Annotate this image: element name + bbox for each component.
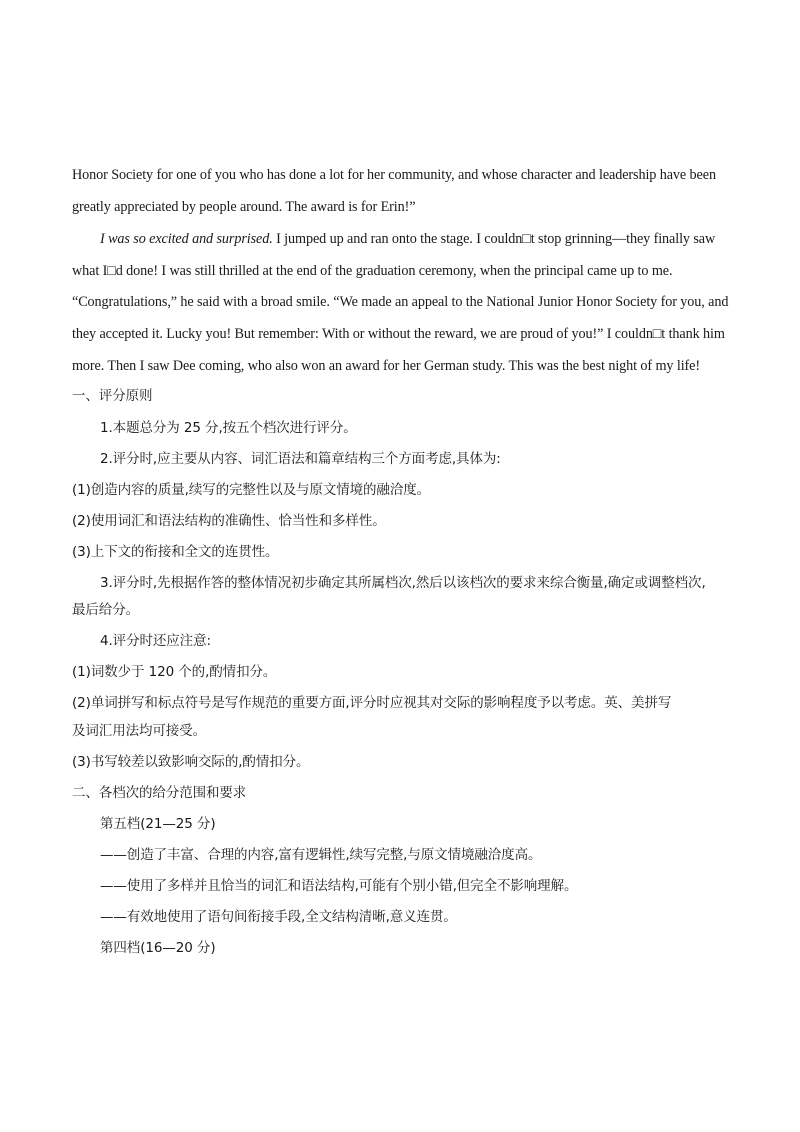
rules-heading: 一、评分原则 (72, 388, 153, 404)
levels-heading: 二、各档次的给分范围和要求 (72, 785, 247, 801)
story-line-3 (100, 230, 715, 248)
rule-2-item-3: (3)上下文的衔接和全文的连贯性。 (72, 544, 279, 560)
rule-2-item-2: (2)使用词汇和语法结构的准确性、恰当性和多样性。 (72, 513, 386, 529)
story-line-2: greatly appreciated by people around. The award is for Erin!” (72, 199, 416, 215)
rule-4-item-2-line-1: (2)单词拼写和标点符号是写作规范的重要方面,评分时应视其对交际的影响程度予以考虑。英、美拼写 (72, 695, 672, 711)
rule-1: 1.本题总分为 25 分,按五个档次进行评分。 (100, 420, 357, 436)
story-line-6: they accepted it. Lucky you! But remember: With or without the reward, we are proud of you!” I couldn□t thank him (72, 326, 725, 342)
story-line-4: what I□d done! I was still thrilled at the end of the graduation ceremony, when the principal came up to me. (72, 263, 673, 279)
rule-4: 4.评分时还应注意: (100, 633, 211, 649)
story-line-3-rest: I jumped up and ran onto the stage. I couldn□t stop grinning—they finally saw (272, 231, 716, 247)
story-italic-phrase: I was so excited and surprised. (100, 231, 273, 247)
rule-4-item-1: (1)词数少于 120 个的,酌情扣分。 (72, 664, 277, 680)
rule-4-item-3: (3)书写较差以致影响交际的,酌情扣分。 (72, 754, 310, 770)
level-5-criterion-3: ——有效地使用了语句间衔接手段,全文结构清晰,意义连贯。 (100, 909, 457, 925)
level-5-title: 第五档(21—25 分) (100, 816, 216, 832)
rule-2: 2.评分时,应主要从内容、词汇语法和篇章结构三个方面考虑,具体为: (100, 451, 501, 467)
story-line-1: Honor Society for one of you who has done a lot for her community, and whose character and leadership have been (72, 167, 716, 183)
rule-3-line-1: 3.评分时,先根据作答的整体情况初步确定其所属档次,然后以该档次的要求来综合衡量,确定或调整档次, (100, 575, 706, 591)
rule-3-line-2: 最后给分。 (72, 602, 139, 618)
level-4-title: 第四档(16—20 分) (100, 940, 216, 956)
rule-4-item-2-line-2: 及词汇用法均可接受。 (72, 723, 206, 739)
story-line-7: more. Then I saw Dee coming, who also won an award for her German study. This was the best night of my life! (72, 358, 701, 374)
rule-2-item-1: (1)创造内容的质量,续写的完整性以及与原文情境的融洽度。 (72, 482, 431, 498)
level-5-criterion-2: ——使用了多样并且恰当的词汇和语法结构,可能有个别小错,但完全不影响理解。 (100, 878, 578, 894)
level-5-criterion-1: ——创造了丰富、合理的内容,富有逻辑性,续写完整,与原文情境融洽度高。 (100, 847, 542, 863)
story-line-5: “Congratulations,” he said with a broad smile. “We made an appeal to the National Junior Honor Society for you, and (72, 294, 729, 310)
